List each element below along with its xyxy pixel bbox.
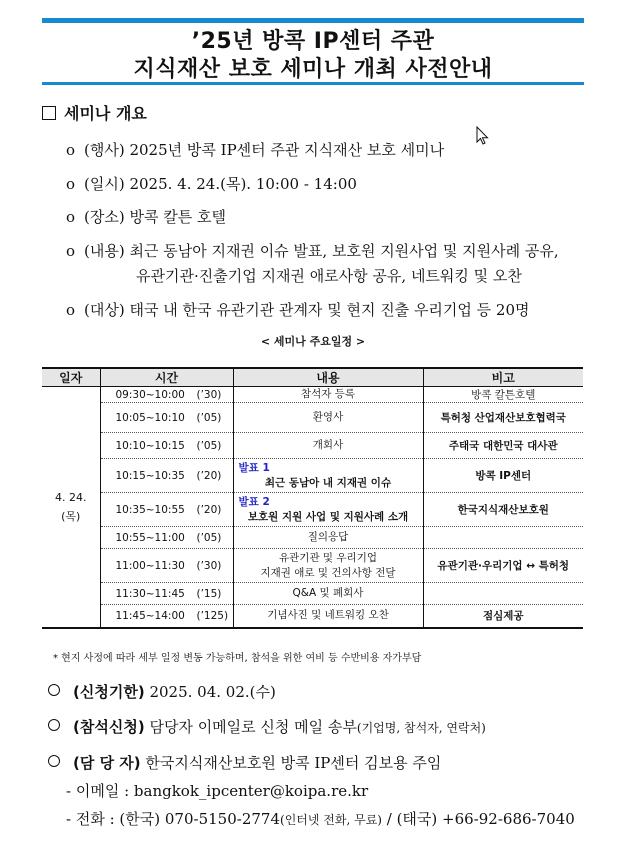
overview-heading-text: 세미나 개요 [64,104,147,123]
item-label: (일시) [84,175,125,193]
time-range: 10:55~11:00 [115,531,185,544]
phone-label: - 전화 : [66,810,120,828]
note-cell: 방콕 칼튼호텔 [423,387,583,403]
date-line: 4. 24. [55,490,87,504]
table-row [42,527,583,549]
table-row [42,387,583,403]
duration: (’30) [196,388,222,401]
note-cell: 유관기관·우리기업 ↔ 특허청 [423,549,583,583]
table-row [42,583,583,605]
duration: (’15) [196,587,222,600]
header-date: 일자 [42,368,100,387]
item-label: (대상) [84,301,125,319]
contact-label: (담 당 자) [73,754,141,772]
overview-item-target [66,299,530,320]
table-row [42,549,583,583]
bullet: o [66,208,76,226]
deadline-value: 2025. 04. 02.(수) [149,683,276,701]
note-cell: 주태국 대한민국 대사관 [423,433,583,459]
note-cell [423,527,583,549]
page-title-line-2: 지식재산 보호 세미나 개최 사전안내 [133,57,493,82]
content-cell: 보호원 지원 사업 및 지원사례 소개 [247,510,409,523]
phone-kr-label: (한국) [119,810,161,828]
item-label: (내용) [84,242,125,260]
content-cell: 질의응답 [233,527,423,549]
apply-value: 담당자 이메일로 신청 메일 송부 [149,718,357,736]
phone-th-label: (태국) [396,810,438,828]
overview-item-place [66,206,226,227]
contact-value: 한국지식재산보호원 방콕 IP센터 김보용 주임 [145,754,442,772]
item-label: (행사) [84,141,125,159]
note-cell: 특허청 산업재산보호협력국 [423,403,583,433]
table-row [42,493,583,527]
time-range: 10:35~10:55 [115,503,185,516]
duration: (’05) [196,531,222,544]
item-text-continued: 유관기관·진출기업 지재권 애로사항 공유, 네트워킹 및 오찬 [136,267,522,285]
circle-bullet-icon [48,719,60,731]
note-cell: 방콕 IP센터 [423,459,583,493]
time-range: 09:30~10:00 [115,388,185,401]
title-bottom-rule [42,82,584,85]
phone-kr-note: (인터넷 전화, 무료) [280,813,382,827]
duration: (’05) [196,411,222,424]
mouse-cursor-icon [476,126,490,146]
schedule-footnote: * 현지 사정에 따라 세부 일정 변동 가능하며, 참석을 위한 여비 등 수반비용 자가부담 [53,653,422,664]
table-row [42,433,583,459]
phone-kr: 070-5150-2774 [164,810,281,828]
duration: (’30) [196,559,222,572]
email-row [66,780,368,801]
table-row [42,403,583,433]
bullet: o [66,175,76,193]
table-row [42,605,583,628]
overview-item-event [66,139,444,160]
email-label: - 이메일 : [66,782,134,800]
time-range: 10:15~10:35 [115,469,185,482]
apply-row [48,716,486,737]
content-cell: 개회사 [233,433,423,459]
header-note: 비고 [423,368,583,387]
bullet: o [66,242,76,260]
overview-item-content [66,240,559,285]
note-cell [423,583,583,605]
presentation-label: 발표 2 [238,495,270,508]
bullet: o [66,301,76,319]
time-range: 11:45~14:00 [115,609,185,622]
circle-bullet-icon [48,684,60,696]
time-range: 11:00~11:30 [115,559,185,572]
content-cell: 기념사진 및 네트워킹 오찬 [233,605,423,628]
email-link[interactable]: bangkok_ipcenter@koipa.re.kr [133,782,369,800]
content-cell: 최근 동남아 내 지재권 이슈 [264,476,392,489]
deadline-label: (신청기한) [73,683,145,701]
item-text: 2025년 방콕 IP센터 주관 지식재산 보호 세미나 [129,141,445,159]
note-cell: 한국지식재산보호원 [423,493,583,527]
content-cell: 환영사 [233,403,423,433]
apply-label: (참석신청) [73,718,145,736]
contact-row [48,752,441,773]
item-label: (장소) [84,208,125,226]
page-title-line-1: ’25년 방콕 IP센터 주관 [191,29,435,54]
overview-heading [42,101,147,124]
date-cell [42,387,100,628]
item-text: 방콕 칼튼 호텔 [129,208,226,226]
header-content: 내용 [233,368,423,387]
duration: (’20) [196,469,222,482]
duration: (’20) [196,503,222,516]
deadline-row [48,681,276,702]
content-cell: 유관기관 및 우리기업 [279,551,377,564]
overview-item-date [66,173,357,194]
table-row [42,459,583,493]
content-cell: 참석자 등록 [233,387,423,403]
item-text: 2025. 4. 24.(목). 10:00 - 14:00 [129,175,357,193]
content-cell-line-2: 지재권 애로 및 건의사항 전달 [260,566,396,579]
weekday: (목) [61,509,81,523]
time-range: 10:10~10:15 [115,439,185,452]
circle-bullet-icon [48,755,60,767]
duration: (’05) [196,439,222,452]
item-text: 태국 내 한국 유관기관 관계자 및 현지 진출 우리기업 등 20명 [129,301,530,319]
content-cell: Q&A 및 폐회사 [233,583,423,605]
time-range: 10:05~10:10 [115,411,185,424]
title-top-rule [42,18,584,23]
header-time: 시간 [100,368,233,387]
presentation-label: 발표 1 [238,461,270,474]
bullet: o [66,141,76,159]
checkbox-icon [42,106,56,120]
time-range: 11:30~11:45 [115,587,185,600]
phone-separator: / [381,810,397,828]
schedule-table [42,367,583,629]
phone-th: +66-92-686-7040 [442,810,575,828]
duration: (’125) [196,609,229,622]
schedule-title: < 세미나 주요일정 > [260,335,366,348]
table-header-row [42,368,583,387]
phone-row [66,808,575,829]
apply-note: (기업명, 참석자, 연락처) [356,721,486,735]
note-cell: 점심제공 [423,605,583,628]
item-text: 최근 동남아 지재권 이슈 발표, 보호원 지원사업 및 지원사례 공유, [129,242,559,260]
